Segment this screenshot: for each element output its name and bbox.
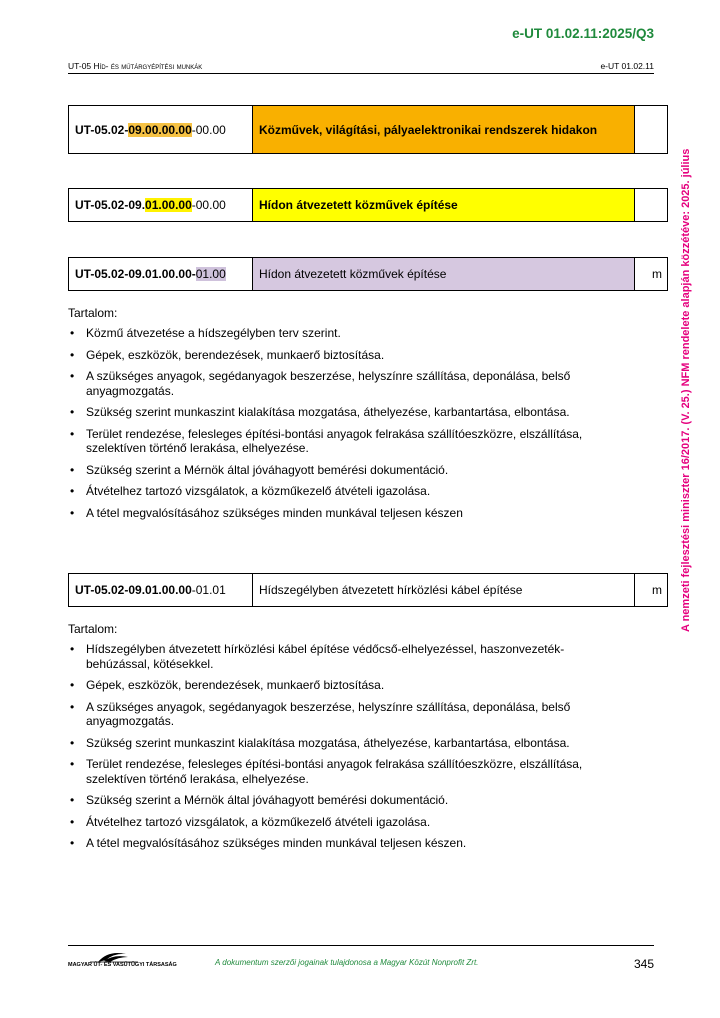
bullet-list — [68, 326, 628, 520]
list-item — [68, 484, 628, 499]
list-item — [68, 736, 628, 751]
code-part: UT-05.02-09.01.00.00- — [75, 267, 196, 281]
item-unit — [635, 189, 668, 222]
bullet-icon: • — [70, 793, 75, 807]
list-item — [68, 326, 628, 341]
code-part: UT-05.02-09. — [75, 198, 146, 212]
bullet-icon: • — [70, 699, 75, 714]
header-left-title-text: UT-05 Híd- és műtárgyépítési munkák — [68, 61, 203, 71]
item-unit — [635, 106, 668, 154]
code-part: UT-05.02- — [75, 122, 129, 137]
code-part-highlight: 01.00 — [195, 267, 226, 281]
item-title: Közművek, világítási, pályaelektronikai rendszerek hidakon — [253, 106, 635, 154]
list-item-text: Szükség szerint munkaszint kialakítása mozgatása, áthelyezése, karbantartása, elbontása. — [86, 405, 570, 419]
item-code — [69, 258, 253, 291]
list-item — [68, 678, 628, 693]
bullet-icon: • — [70, 405, 75, 419]
footer-logo-text: MAGYAR ÚT- ÉS VASÚTÜGYI TÁRSASÁG — [68, 962, 177, 968]
bullet-icon: • — [70, 462, 75, 477]
list-item-text: A szükséges anyagok, segédanyagok beszerzése, helyszínre szállítása, deponálása, belső anyagmozgatás. — [86, 369, 571, 398]
list-item — [68, 757, 628, 786]
header-left-title — [68, 61, 202, 71]
bullet-icon: • — [70, 484, 75, 498]
document-id: e-UT 01.02.11:2025/Q3 — [512, 26, 654, 41]
bullet-icon: • — [70, 426, 75, 441]
footer-rule — [68, 945, 654, 946]
list-item-text: A tétel megvalósításához szükséges minden munkával teljesen készen — [86, 505, 463, 520]
item-title: Hídon átvezetett közművek építése — [253, 189, 635, 222]
code-part: -00.00 — [191, 198, 226, 212]
bullet-icon: • — [70, 505, 75, 520]
bullet-list — [68, 642, 628, 851]
header-right-ref: e-UT 01.02.11 — [600, 61, 654, 71]
item-table-subgroup — [68, 188, 668, 222]
code-part: -01.01 — [191, 583, 226, 597]
page-number: 345 — [633, 957, 654, 971]
footer-copyright: A dokumentum szerzői jogainak tulajdonosa a Magyar Közút Nonprofit Zrt. — [215, 958, 479, 967]
list-item — [68, 642, 628, 671]
bullet-icon: • — [70, 678, 75, 692]
bullet-icon: • — [70, 326, 75, 340]
item-table-item — [68, 573, 668, 607]
list-item — [68, 793, 628, 808]
content-section-1 — [68, 306, 628, 527]
list-item-text: A szükséges anyagok, segédanyagok beszerzése, helyszínre szállítása, deponálása, belső anyagmozgatás. — [86, 699, 571, 728]
list-item-text: Gépek, eszközök, berendezések, munkaerő biztosítása. — [86, 347, 385, 362]
section-heading: Tartalom: — [68, 622, 118, 636]
code-part-highlight: 01.00.00 — [145, 198, 192, 212]
item-unit: m — [635, 574, 668, 607]
list-item — [68, 427, 628, 456]
list-item — [68, 369, 628, 398]
bullet-icon: • — [70, 347, 75, 362]
list-item-text: Terület rendezése, felesleges építési-bontási anyagok felrakása szállítóeszközre, elszállítása, szelektíven történő lerakása, elhelyezése. — [86, 757, 583, 786]
item-title: Hídszegélyben átvezetett hírközlési kábel építése — [253, 574, 635, 607]
bullet-icon: • — [70, 369, 75, 383]
list-item-text: Szükség szerint a Mérnök által jóváhagyott bemérési dokumentáció. — [86, 462, 449, 477]
list-item — [68, 700, 628, 729]
code-part: -00.00 — [191, 122, 226, 137]
list-item-text: Átvételhez tartozó vizsgálatok, a közműkezelő átvételi igazolása. — [86, 484, 431, 498]
content-section-2 — [68, 622, 628, 858]
list-item — [68, 463, 628, 478]
item-title: Hídon átvezetett közművek építése — [253, 258, 635, 291]
list-item — [68, 815, 628, 830]
list-item-text: Szükség szerint munkaszint kialakítása mozgatása, áthelyezése, karbantartása, elbontása. — [86, 735, 570, 750]
list-item — [68, 348, 628, 363]
list-item — [68, 836, 628, 851]
list-item-text: Hídszegélyben átvezetett hírközlési kábel építése védőcső-elhelyezéssel, haszonvezeték-behúzással, kötésekkel. — [86, 642, 565, 671]
section-heading: Tartalom: — [68, 306, 118, 320]
code-part-highlight: 09.00.00.00 — [128, 122, 192, 137]
item-code — [69, 574, 253, 607]
list-item-text: Közmű átvezetése a hídszegélyben terv szerint. — [86, 326, 341, 340]
bullet-icon: • — [70, 735, 75, 750]
list-item-text: Átvételhez tartozó vizsgálatok, a közműkezelő átvételi igazolása. — [86, 814, 431, 829]
header-rule — [68, 73, 654, 74]
bullet-icon: • — [70, 642, 75, 656]
list-item-text: Gépek, eszközök, berendezések, munkaerő biztosítása. — [86, 678, 385, 692]
item-table-item — [68, 257, 668, 291]
list-item-text: Szükség szerint a Mérnök által jóváhagyott bemérési dokumentáció. — [86, 793, 449, 807]
list-item-text: A tétel megvalósításához szükséges minden munkával teljesen készen. — [86, 836, 467, 850]
bullet-icon: • — [70, 814, 75, 829]
publication-side-note: A nemzeti fejlesztési miniszter 16/2017. (V. 25.) NFM rendelete alapján közzétéve: 2025. július — [680, 148, 692, 632]
list-item — [68, 506, 628, 521]
item-table-main-group — [68, 105, 668, 154]
code-part: UT-05.02-09.01.00.00 — [75, 583, 192, 597]
item-unit: m — [635, 258, 668, 291]
item-code — [69, 106, 253, 154]
item-code — [69, 189, 253, 222]
list-item-text: Terület rendezése, felesleges építési-bontási anyagok felrakása szállítóeszközre, elszállítása, szelektíven történő lerakása, elhelyezése. — [86, 426, 583, 455]
list-item — [68, 405, 628, 420]
bullet-icon: • — [70, 757, 75, 771]
bullet-icon: • — [70, 836, 75, 850]
